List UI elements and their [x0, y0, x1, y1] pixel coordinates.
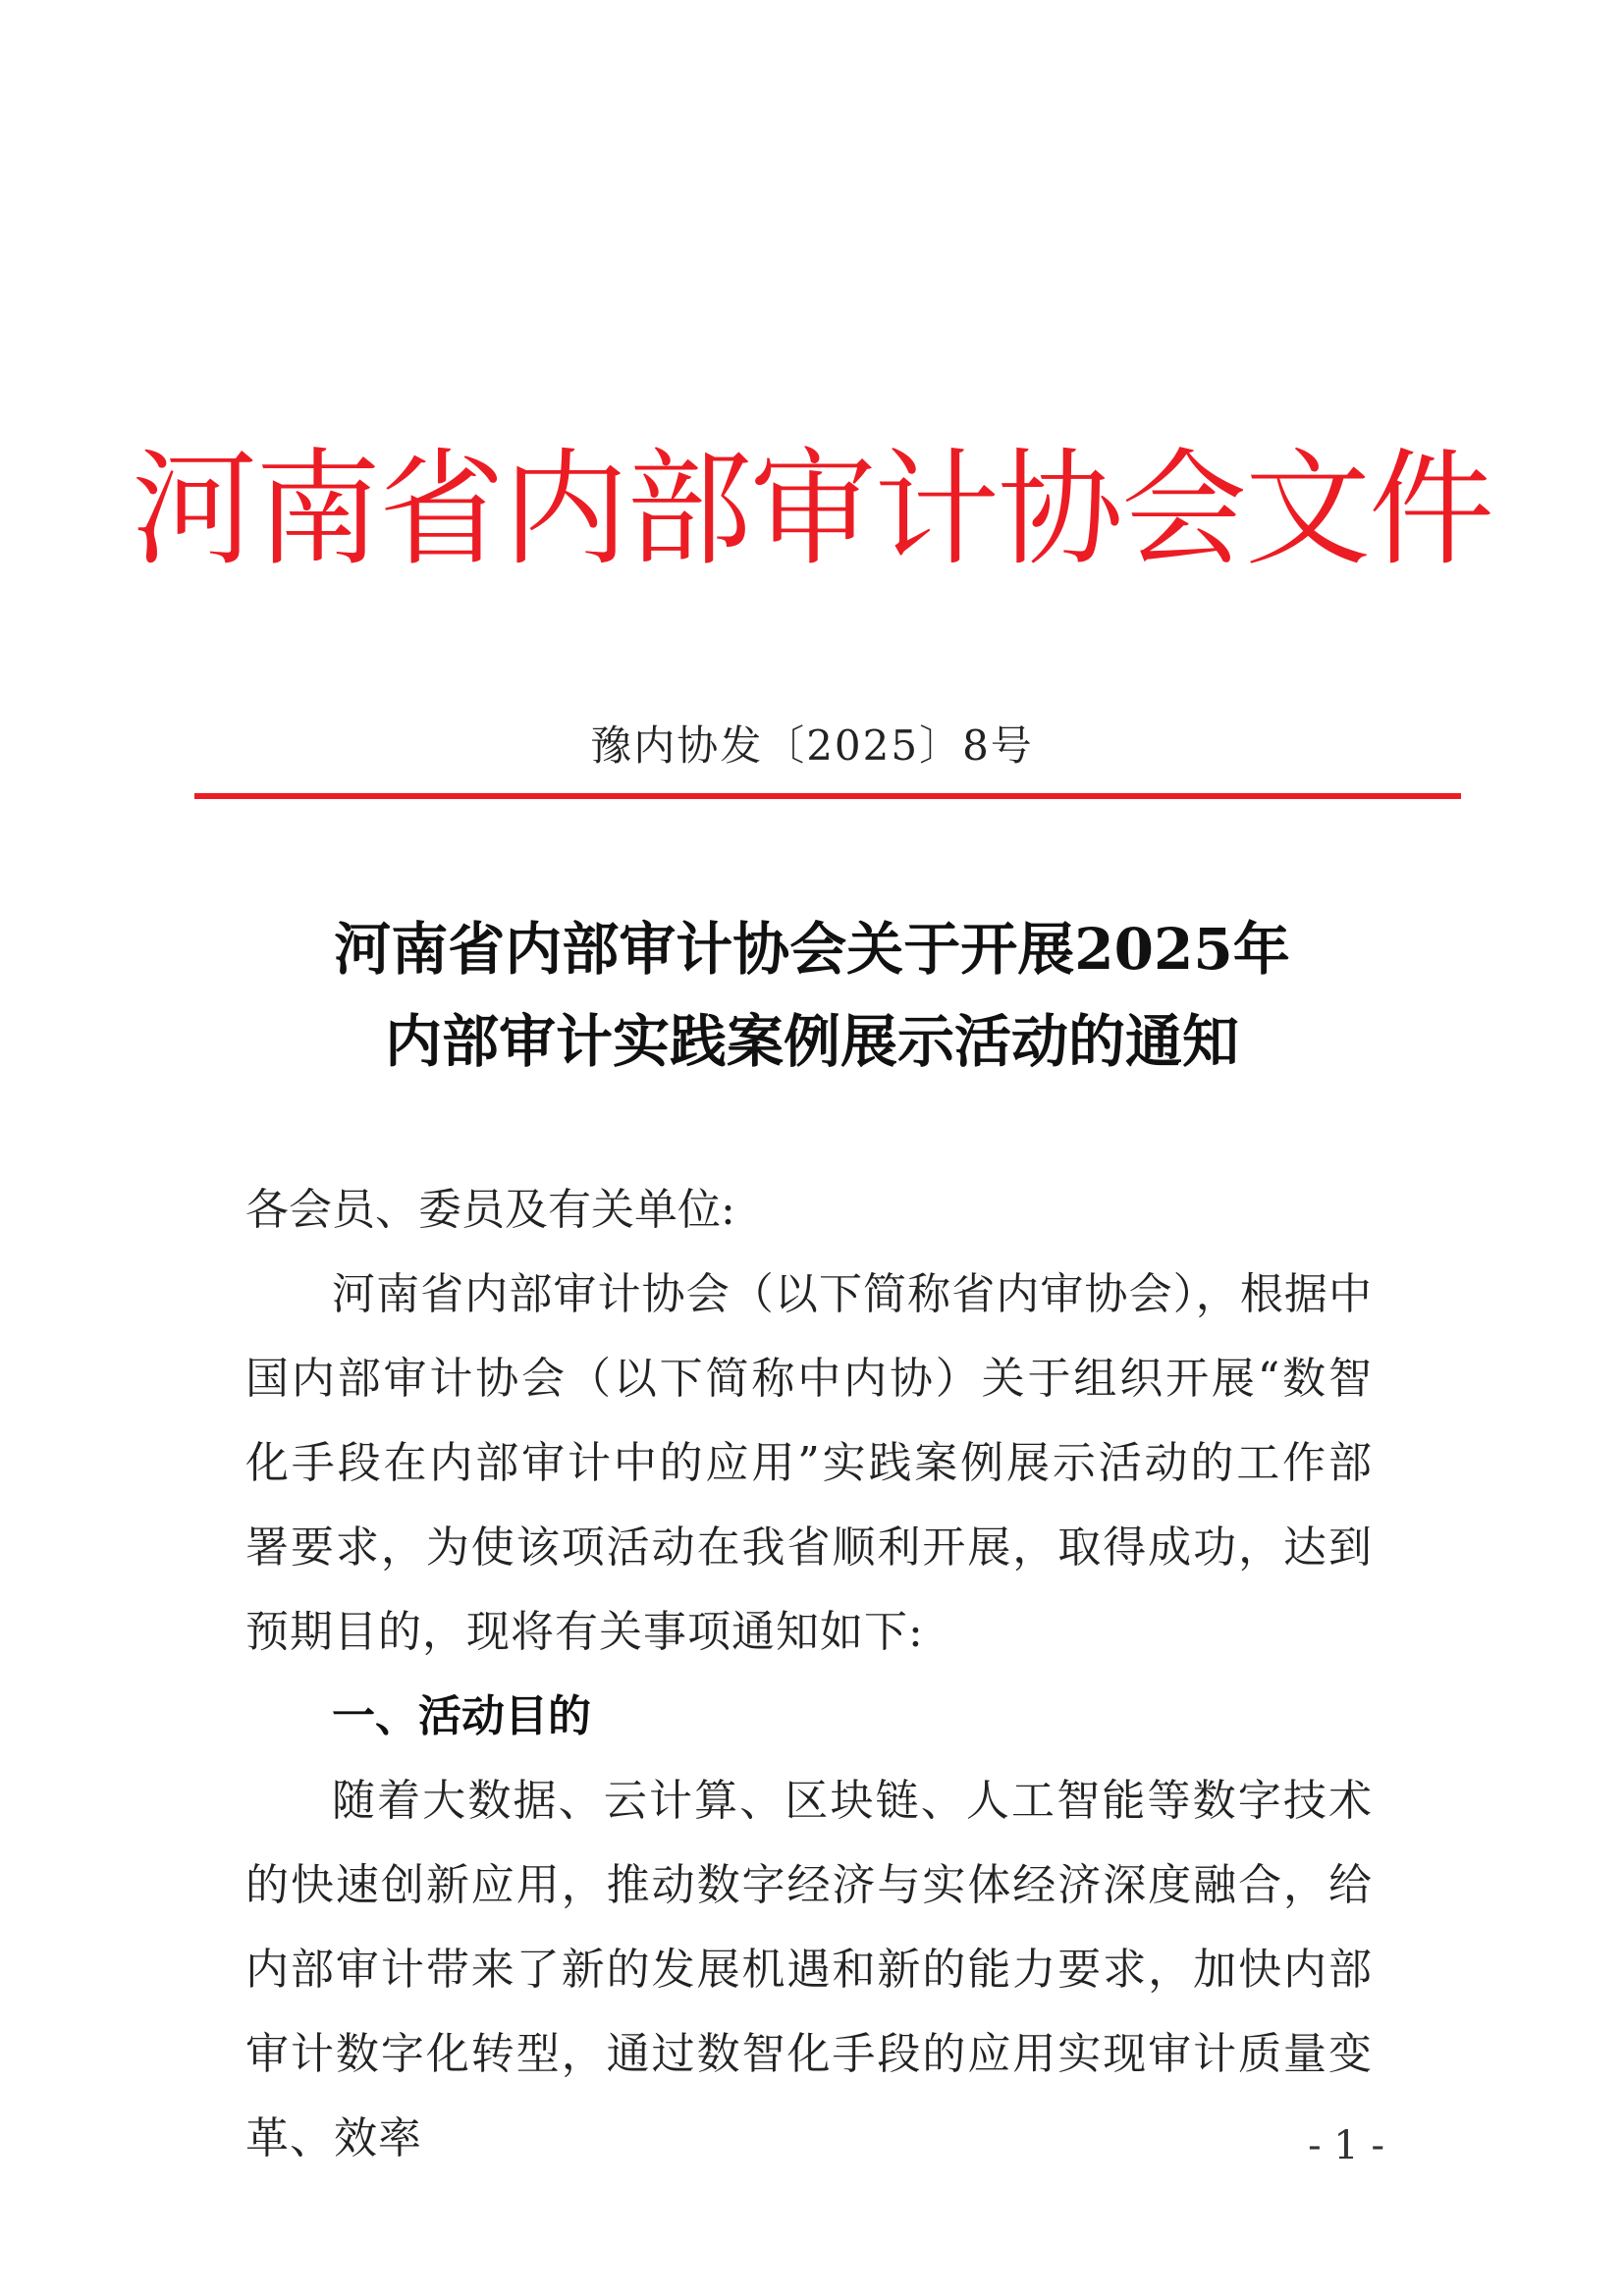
- page-number: - 1 -: [1308, 2123, 1384, 2168]
- paragraph-intro: 河南省内部审计协会（以下简称省内审协会），根据中国内部审计协会（以下简称中内协）关于组织开展“数智化手段在内部审计中的应用”实践案例展示活动的工作部署要求，为使该项活动在我省顺利开展，取得成功，达到预期目的，现将有关事项通知如下:: [245, 1269, 1373, 1657]
- paragraph-purpose: 随着大数据、云计算、区块链、人工智能等数字技术的快速创新应用，推动数字经济与实体经济深度融合，给内部审计带来了新的发展机遇和新的能力要求，加快内部审计数字化转型，通过数智化手段的应用实现审计质量变革、效率: [245, 1776, 1373, 2163]
- notice-title: [0, 903, 1624, 1088]
- salutation: 各会员、委员及有关单位:: [245, 1185, 735, 1235]
- notice-title-line-2: 内部审计实践案例展示活动的通知: [384, 1008, 1239, 1075]
- red-divider-line: [194, 793, 1461, 799]
- document-body: [245, 1168, 1373, 2181]
- document-number: 豫内协发〔2025〕8号: [590, 721, 1034, 770]
- issuer-heading: 河南省内部审计协会文件: [131, 437, 1492, 583]
- notice-title-line-1: 河南省内部审计协会关于开展2025年: [334, 916, 1290, 983]
- section-heading-purpose: 一、活动目的: [332, 1691, 591, 1741]
